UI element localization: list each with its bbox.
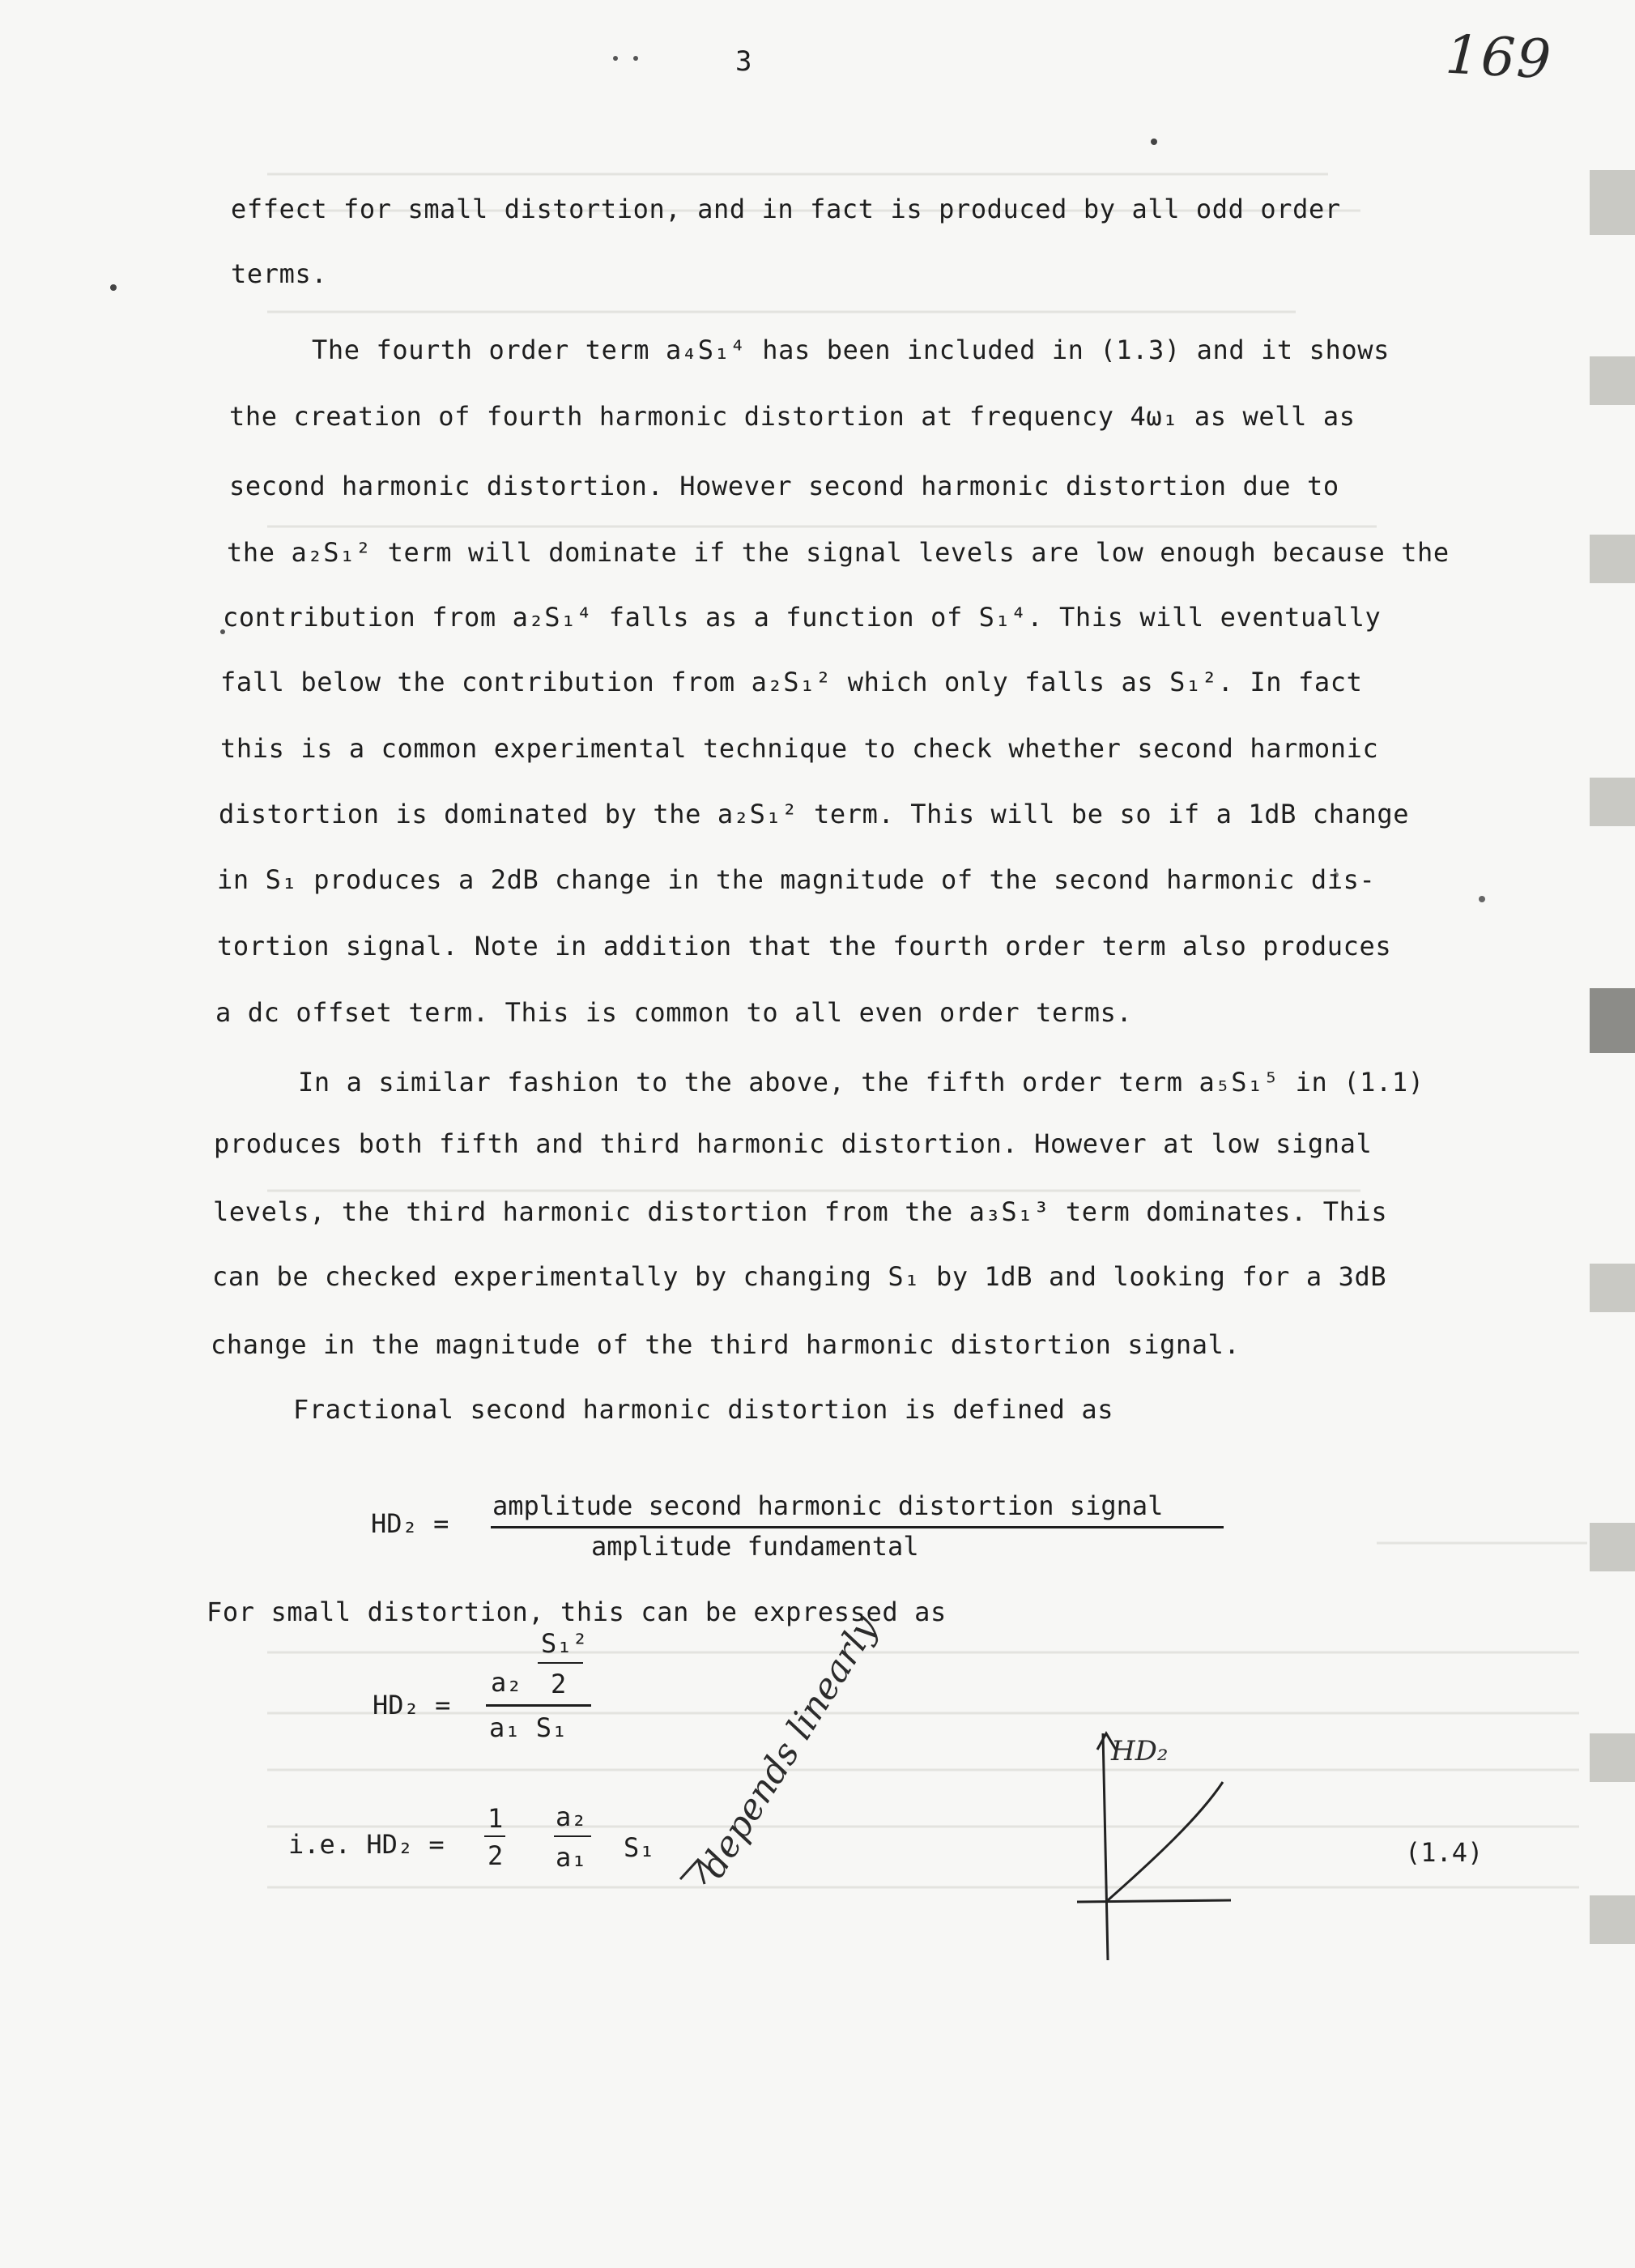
definition-denominator: amplitude fundamental: [591, 1531, 919, 1562]
final-ratio-den: a₁: [556, 1842, 587, 1873]
expression-num-den: 2: [551, 1669, 567, 1699]
text-line: fall below the contribution from a₂S₁² which only falls as S₁². In fact: [220, 667, 1363, 697]
equation-number: (1.4): [1405, 1837, 1484, 1868]
text-line: a dc offset term. This is common to all even order terms.: [215, 997, 1133, 1028]
page-number: 3: [735, 45, 752, 78]
folio-stamp: 169: [1444, 23, 1554, 92]
text-line: levels, the third harmonic distortion from the a₃S₁³ term dominates. This: [213, 1196, 1388, 1227]
text-line: Fractional second harmonic distortion is defined as: [293, 1394, 1114, 1425]
text-line: the creation of fourth harmonic distortion at frequency 4ω₁ as well as: [229, 401, 1356, 432]
expression-num-var: S₁²: [541, 1628, 588, 1659]
graph-label: HD₂: [1111, 1735, 1169, 1767]
final-ratio-num: a₂: [556, 1801, 587, 1832]
definition-numerator: amplitude second harmonic distortion signal: [492, 1490, 1164, 1521]
text-line: the a₂S₁² term will dominate if the signal levels are low enough because the: [227, 537, 1450, 568]
final-half-den: 2: [488, 1840, 504, 1871]
text-line: can be checked experimentally by changing S₁ by 1dB and looking for a 3dB: [212, 1261, 1387, 1292]
text-line: this is a common experimental technique to check whether second harmonic: [220, 733, 1379, 764]
text-line: in S₁ produces a 2dB change in the magnitude of the second harmonic dis-: [217, 864, 1376, 895]
final-half-num: 1: [488, 1803, 504, 1834]
expression-lhs: HD₂ =: [373, 1690, 451, 1720]
text-line: contribution from a₂S₁⁴ falls as a function of S₁⁴. This will eventually: [223, 602, 1382, 633]
text-line: The fourth order term a₄S₁⁴ has been included in (1.3) and it shows: [312, 335, 1390, 365]
text-line: change in the magnitude of the third harmonic distortion signal.: [211, 1329, 1241, 1360]
definition-lhs: HD₂ =: [371, 1508, 449, 1539]
text-line: For small distortion, this can be expressed as: [207, 1597, 947, 1627]
text-line: distortion is dominated by the a₂S₁² term. This will be so if a 1dB change: [219, 799, 1410, 829]
text-line: second harmonic distortion. However second harmonic distortion due to: [229, 471, 1339, 501]
text-line: produces both fifth and third harmonic distortion. However at low signal: [214, 1128, 1373, 1159]
final-var: S₁: [624, 1832, 655, 1863]
expression-denominator: a₁ S₁: [489, 1712, 568, 1743]
text-line: tortion signal. Note in addition that the fourth order term also produces: [217, 931, 1392, 961]
text-line: In a similar fashion to the above, the fifth order term a₅S₁⁵ in (1.1): [298, 1067, 1424, 1098]
text-line: terms.: [231, 258, 328, 289]
final-lhs: i.e. HD₂ =: [288, 1829, 445, 1860]
handwritten-note: depends linearly: [692, 1609, 887, 1886]
expression-num-coef: a₂: [491, 1667, 522, 1698]
text-line: effect for small distortion, and in fact is produced by all odd order: [231, 194, 1341, 224]
